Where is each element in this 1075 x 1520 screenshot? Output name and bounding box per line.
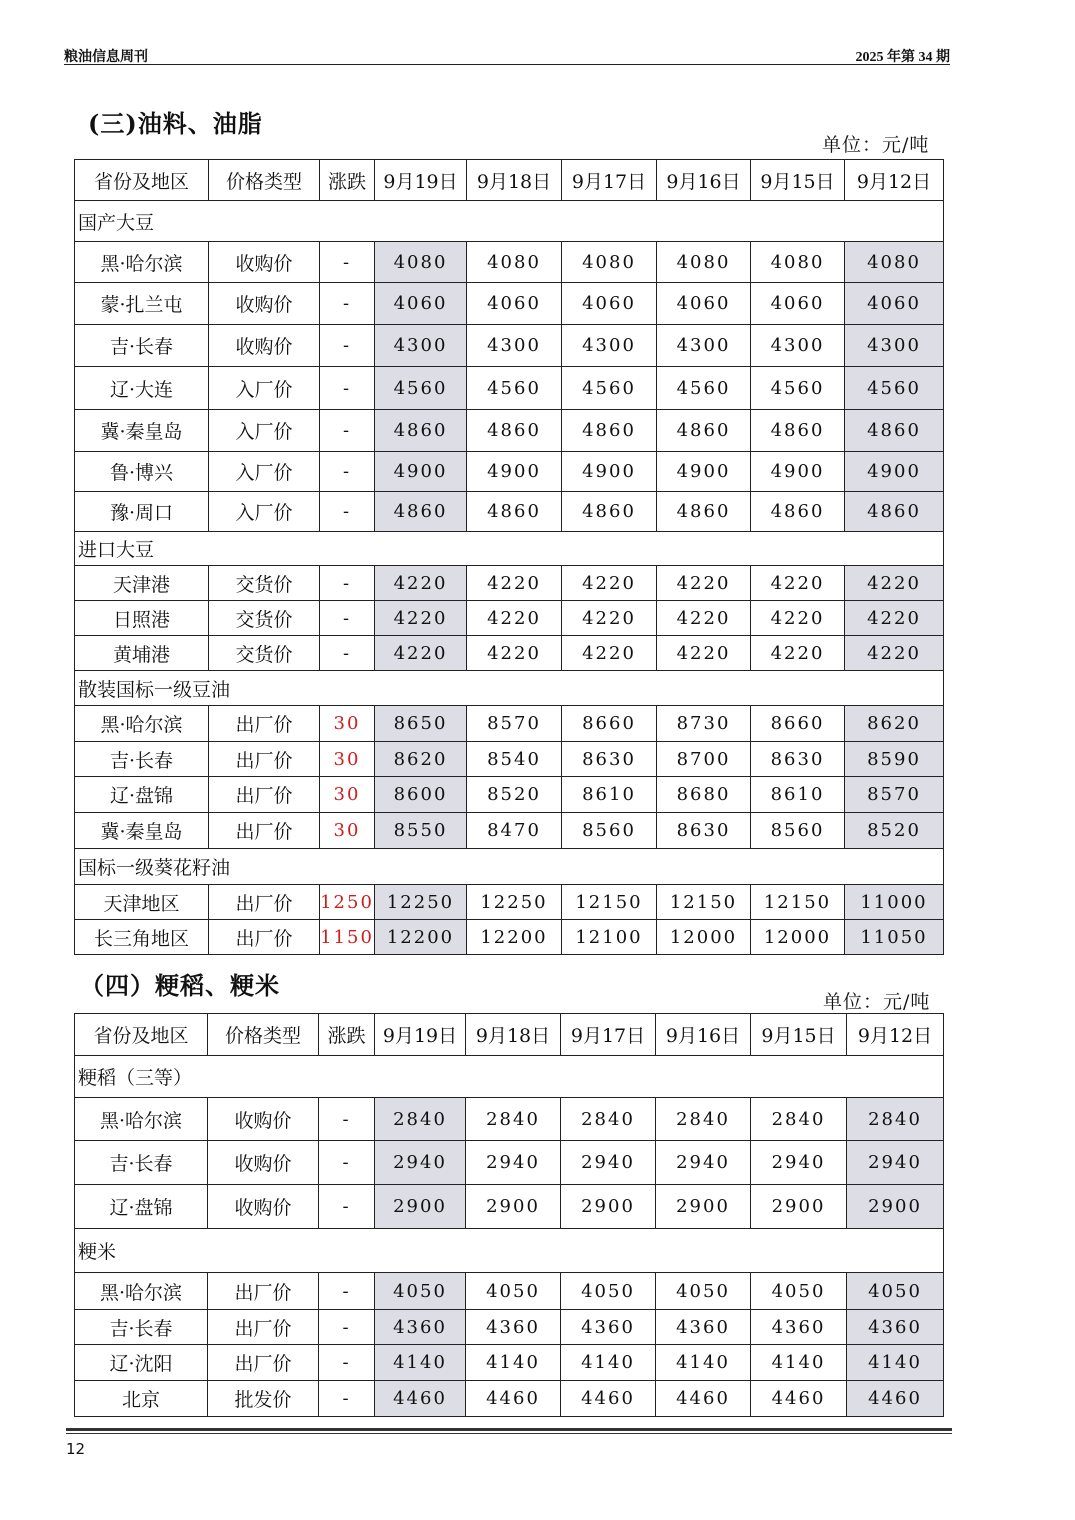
price-cell: 4300 bbox=[375, 325, 467, 367]
change-cell: - bbox=[320, 492, 375, 532]
price-type-cell: 批发价 bbox=[208, 1381, 319, 1417]
table-row bbox=[75, 601, 944, 636]
price-cell: 8620 bbox=[375, 742, 467, 777]
price-cell: 4560 bbox=[562, 367, 657, 410]
price-cell: 4050 bbox=[751, 1273, 847, 1310]
change-cell: - bbox=[319, 1185, 375, 1229]
price-cell: 12100 bbox=[562, 920, 657, 955]
region-cell: 辽·沈阳 bbox=[75, 1345, 208, 1381]
price-type-cell: 出厂价 bbox=[208, 1345, 319, 1381]
change-cell: - bbox=[320, 325, 375, 367]
section-title-rice: （四）粳稻、粳米 bbox=[80, 971, 280, 1000]
price-cell: 12150 bbox=[562, 885, 657, 920]
change-cell: 1150 bbox=[320, 920, 375, 955]
price-cell: 8730 bbox=[657, 706, 751, 742]
category-label: 国标一级葵花籽油 bbox=[75, 849, 944, 885]
price-cell: 2940 bbox=[375, 1141, 466, 1185]
price-cell: 8660 bbox=[751, 706, 845, 742]
price-cell: 4220 bbox=[375, 636, 467, 671]
footer-rule-thin bbox=[66, 1433, 952, 1434]
oils-price-table bbox=[74, 159, 944, 955]
price-cell: 12000 bbox=[657, 920, 751, 955]
price-cell: 11050 bbox=[845, 920, 944, 955]
price-cell: 12200 bbox=[467, 920, 562, 955]
price-cell: 4220 bbox=[467, 566, 562, 601]
price-cell: 12150 bbox=[657, 885, 751, 920]
column-header: 9月18日 bbox=[466, 1014, 561, 1056]
region-cell: 蒙·扎兰屯 bbox=[75, 283, 209, 325]
price-cell: 4050 bbox=[561, 1273, 656, 1310]
price-cell: 4900 bbox=[845, 452, 944, 492]
price-cell: 4860 bbox=[657, 410, 751, 452]
price-cell: 4900 bbox=[467, 452, 562, 492]
price-cell: 8550 bbox=[375, 813, 467, 849]
region-cell: 黑·哈尔滨 bbox=[75, 1098, 208, 1141]
table-row bbox=[75, 636, 944, 671]
category-row bbox=[75, 1056, 944, 1098]
issue-number: 2025 年第 34 期 bbox=[855, 50, 950, 65]
column-header: 9月17日 bbox=[562, 160, 657, 201]
price-type-cell: 收购价 bbox=[208, 1185, 319, 1229]
price-cell: 4140 bbox=[466, 1345, 561, 1381]
price-cell: 2900 bbox=[656, 1185, 751, 1229]
column-header: 9月16日 bbox=[656, 1014, 751, 1056]
region-cell: 长三角地区 bbox=[75, 920, 209, 955]
price-cell: 4460 bbox=[751, 1381, 847, 1417]
column-header: 价格类型 bbox=[208, 1014, 319, 1056]
change-cell: - bbox=[320, 410, 375, 452]
region-cell: 黑·哈尔滨 bbox=[75, 242, 209, 283]
table-row bbox=[75, 1345, 944, 1381]
price-cell: 2900 bbox=[466, 1185, 561, 1229]
price-cell: 2940 bbox=[561, 1141, 656, 1185]
price-cell: 4220 bbox=[657, 601, 751, 636]
region-cell: 鲁·博兴 bbox=[75, 452, 209, 492]
price-cell: 8610 bbox=[751, 777, 845, 813]
page-number: 12 bbox=[66, 1440, 86, 1458]
price-cell: 11000 bbox=[845, 885, 944, 920]
category-label: 散装国标一级豆油 bbox=[75, 671, 944, 706]
table-row bbox=[75, 742, 944, 777]
price-type-cell: 收购价 bbox=[209, 283, 320, 325]
price-cell: 8560 bbox=[751, 813, 845, 849]
table-row bbox=[75, 813, 944, 849]
column-header: 9月19日 bbox=[375, 1014, 466, 1056]
price-cell: 8570 bbox=[845, 777, 944, 813]
price-cell: 8590 bbox=[845, 742, 944, 777]
change-cell: 30 bbox=[320, 742, 375, 777]
price-cell: 4060 bbox=[657, 283, 751, 325]
change-cell: - bbox=[320, 601, 375, 636]
region-cell: 黄埔港 bbox=[75, 636, 209, 671]
price-cell: 4900 bbox=[657, 452, 751, 492]
price-cell: 4360 bbox=[656, 1310, 751, 1345]
price-cell: 8700 bbox=[657, 742, 751, 777]
price-cell: 4900 bbox=[562, 452, 657, 492]
price-cell: 2840 bbox=[466, 1098, 561, 1141]
price-cell: 4080 bbox=[751, 242, 845, 283]
footer-rule bbox=[66, 1428, 952, 1431]
table-header-row bbox=[75, 160, 944, 201]
price-cell: 4220 bbox=[845, 636, 944, 671]
price-cell: 4080 bbox=[467, 242, 562, 283]
price-cell: 4140 bbox=[375, 1345, 466, 1381]
price-cell: 2840 bbox=[375, 1098, 466, 1141]
price-cell: 8630 bbox=[562, 742, 657, 777]
price-cell: 4300 bbox=[751, 325, 845, 367]
price-cell: 4860 bbox=[845, 492, 944, 532]
price-cell: 4080 bbox=[845, 242, 944, 283]
change-cell: 30 bbox=[320, 813, 375, 849]
price-type-cell: 交货价 bbox=[209, 636, 320, 671]
price-cell: 4560 bbox=[845, 367, 944, 410]
price-cell: 2900 bbox=[375, 1185, 466, 1229]
price-cell: 4220 bbox=[375, 566, 467, 601]
price-cell: 8610 bbox=[562, 777, 657, 813]
table-header-row bbox=[75, 1014, 944, 1056]
price-cell: 4460 bbox=[466, 1381, 561, 1417]
column-header: 涨跌 bbox=[320, 160, 375, 201]
change-cell: - bbox=[320, 452, 375, 492]
price-cell: 4860 bbox=[657, 492, 751, 532]
price-type-cell: 入厂价 bbox=[209, 410, 320, 452]
column-header: 9月15日 bbox=[751, 160, 845, 201]
price-cell: 4220 bbox=[562, 601, 657, 636]
change-cell: - bbox=[320, 636, 375, 671]
category-label: 国产大豆 bbox=[75, 201, 944, 242]
price-cell: 4220 bbox=[751, 566, 845, 601]
price-cell: 4080 bbox=[375, 242, 467, 283]
price-cell: 4860 bbox=[562, 492, 657, 532]
price-cell: 4220 bbox=[562, 566, 657, 601]
price-cell: 8620 bbox=[845, 706, 944, 742]
price-cell: 2940 bbox=[847, 1141, 944, 1185]
price-cell: 8470 bbox=[467, 813, 562, 849]
price-cell: 4220 bbox=[375, 601, 467, 636]
price-cell: 4300 bbox=[467, 325, 562, 367]
column-header: 价格类型 bbox=[209, 160, 320, 201]
price-cell: 4080 bbox=[562, 242, 657, 283]
price-cell: 8520 bbox=[467, 777, 562, 813]
change-cell: - bbox=[320, 367, 375, 410]
price-cell: 4300 bbox=[562, 325, 657, 367]
region-cell: 吉·长春 bbox=[75, 742, 209, 777]
price-cell: 4220 bbox=[751, 601, 845, 636]
price-cell: 12000 bbox=[751, 920, 845, 955]
column-header: 9月12日 bbox=[845, 160, 944, 201]
price-type-cell: 出厂价 bbox=[208, 1273, 319, 1310]
price-cell: 4220 bbox=[467, 601, 562, 636]
price-type-cell: 出厂价 bbox=[209, 920, 320, 955]
price-cell: 4860 bbox=[467, 492, 562, 532]
region-cell: 日照港 bbox=[75, 601, 209, 636]
unit-label-oils: 单位：元/吨 bbox=[822, 134, 930, 156]
price-cell: 2840 bbox=[847, 1098, 944, 1141]
price-cell: 4060 bbox=[467, 283, 562, 325]
price-cell: 4060 bbox=[562, 283, 657, 325]
change-cell: - bbox=[319, 1310, 375, 1345]
price-type-cell: 出厂价 bbox=[209, 885, 320, 920]
price-cell: 4860 bbox=[562, 410, 657, 452]
column-header: 9月12日 bbox=[847, 1014, 944, 1056]
price-cell: 4860 bbox=[751, 410, 845, 452]
price-cell: 4360 bbox=[751, 1310, 847, 1345]
unit-label-rice: 单位：元/吨 bbox=[823, 991, 931, 1013]
column-header: 9月16日 bbox=[657, 160, 751, 201]
change-cell: 1250 bbox=[320, 885, 375, 920]
price-type-cell: 收购价 bbox=[208, 1098, 319, 1141]
category-row bbox=[75, 532, 944, 566]
price-cell: 4140 bbox=[751, 1345, 847, 1381]
price-cell: 8540 bbox=[467, 742, 562, 777]
price-cell: 8570 bbox=[467, 706, 562, 742]
price-cell: 4360 bbox=[466, 1310, 561, 1345]
price-cell: 4860 bbox=[467, 410, 562, 452]
table-row bbox=[75, 492, 944, 532]
price-cell: 12250 bbox=[375, 885, 467, 920]
region-cell: 辽·盘锦 bbox=[75, 1185, 208, 1229]
price-cell: 4050 bbox=[466, 1273, 561, 1310]
price-cell: 2840 bbox=[656, 1098, 751, 1141]
region-cell: 黑·哈尔滨 bbox=[75, 706, 209, 742]
price-type-cell: 交货价 bbox=[209, 566, 320, 601]
price-cell: 8630 bbox=[751, 742, 845, 777]
table-row bbox=[75, 706, 944, 742]
price-cell: 4860 bbox=[845, 410, 944, 452]
region-cell: 吉·长春 bbox=[75, 1141, 208, 1185]
price-cell: 4050 bbox=[375, 1273, 466, 1310]
category-row bbox=[75, 1229, 944, 1273]
category-label: 粳米 bbox=[75, 1229, 944, 1273]
price-type-cell: 出厂价 bbox=[209, 742, 320, 777]
price-cell: 4050 bbox=[847, 1273, 944, 1310]
price-cell: 2940 bbox=[656, 1141, 751, 1185]
column-header: 9月19日 bbox=[375, 160, 467, 201]
price-cell: 2940 bbox=[466, 1141, 561, 1185]
table-row bbox=[75, 367, 944, 410]
price-cell: 4460 bbox=[847, 1381, 944, 1417]
table-row bbox=[75, 566, 944, 601]
table-row bbox=[75, 452, 944, 492]
table-row bbox=[75, 1381, 944, 1417]
region-cell: 天津港 bbox=[75, 566, 209, 601]
price-cell: 2840 bbox=[561, 1098, 656, 1141]
price-cell: 4220 bbox=[467, 636, 562, 671]
price-type-cell: 收购价 bbox=[209, 325, 320, 367]
price-type-cell: 出厂价 bbox=[209, 813, 320, 849]
price-cell: 4900 bbox=[375, 452, 467, 492]
table-row bbox=[75, 1098, 944, 1141]
table-row bbox=[75, 325, 944, 367]
price-type-cell: 入厂价 bbox=[209, 367, 320, 410]
price-cell: 2900 bbox=[751, 1185, 847, 1229]
price-cell: 12200 bbox=[375, 920, 467, 955]
change-cell: - bbox=[319, 1273, 375, 1310]
price-cell: 4220 bbox=[845, 601, 944, 636]
price-cell: 4220 bbox=[751, 636, 845, 671]
table-row bbox=[75, 410, 944, 452]
price-cell: 12250 bbox=[467, 885, 562, 920]
change-cell: - bbox=[320, 242, 375, 283]
change-cell: - bbox=[319, 1098, 375, 1141]
price-type-cell: 入厂价 bbox=[209, 492, 320, 532]
price-cell: 4460 bbox=[656, 1381, 751, 1417]
price-cell: 4560 bbox=[467, 367, 562, 410]
price-type-cell: 收购价 bbox=[209, 242, 320, 283]
change-cell: - bbox=[319, 1141, 375, 1185]
price-type-cell: 收购价 bbox=[208, 1141, 319, 1185]
region-cell: 辽·盘锦 bbox=[75, 777, 209, 813]
category-label: 粳稻（三等） bbox=[75, 1056, 944, 1098]
price-cell: 2900 bbox=[847, 1185, 944, 1229]
column-header: 9月17日 bbox=[561, 1014, 656, 1056]
price-cell: 4460 bbox=[375, 1381, 466, 1417]
price-cell: 4860 bbox=[375, 410, 467, 452]
price-cell: 8630 bbox=[657, 813, 751, 849]
column-header: 9月18日 bbox=[467, 160, 562, 201]
table-row bbox=[75, 242, 944, 283]
price-cell: 8680 bbox=[657, 777, 751, 813]
price-cell: 4900 bbox=[751, 452, 845, 492]
category-row bbox=[75, 671, 944, 706]
region-cell: 北京 bbox=[75, 1381, 208, 1417]
section-title-oils: (三)油料、油脂 bbox=[88, 109, 263, 138]
price-cell: 4460 bbox=[561, 1381, 656, 1417]
price-cell: 8650 bbox=[375, 706, 467, 742]
price-cell: 2900 bbox=[561, 1185, 656, 1229]
price-cell: 12150 bbox=[751, 885, 845, 920]
price-cell: 4860 bbox=[751, 492, 845, 532]
change-cell: - bbox=[319, 1345, 375, 1381]
price-cell: 4560 bbox=[751, 367, 845, 410]
change-cell: 30 bbox=[320, 777, 375, 813]
table-row bbox=[75, 1273, 944, 1310]
price-cell: 8660 bbox=[562, 706, 657, 742]
price-cell: 4560 bbox=[375, 367, 467, 410]
table-row bbox=[75, 777, 944, 813]
table-row bbox=[75, 283, 944, 325]
price-cell: 4300 bbox=[657, 325, 751, 367]
region-cell: 天津地区 bbox=[75, 885, 209, 920]
region-cell: 辽·大连 bbox=[75, 367, 209, 410]
price-cell: 8600 bbox=[375, 777, 467, 813]
price-cell: 4060 bbox=[845, 283, 944, 325]
column-header: 省份及地区 bbox=[75, 1014, 208, 1056]
price-cell: 4360 bbox=[561, 1310, 656, 1345]
change-cell: - bbox=[320, 283, 375, 325]
change-cell: - bbox=[320, 566, 375, 601]
price-cell: 4220 bbox=[657, 566, 751, 601]
price-type-cell: 交货价 bbox=[209, 601, 320, 636]
page-header bbox=[64, 44, 950, 65]
price-cell: 4050 bbox=[656, 1273, 751, 1310]
table-row bbox=[75, 1185, 944, 1229]
price-cell: 4560 bbox=[657, 367, 751, 410]
category-row bbox=[75, 849, 944, 885]
price-cell: 4860 bbox=[375, 492, 467, 532]
price-cell: 4060 bbox=[375, 283, 467, 325]
change-cell: 30 bbox=[320, 706, 375, 742]
price-cell: 4360 bbox=[375, 1310, 466, 1345]
price-type-cell: 出厂价 bbox=[208, 1310, 319, 1345]
table-row bbox=[75, 1310, 944, 1345]
price-cell: 4140 bbox=[847, 1345, 944, 1381]
column-header: 9月15日 bbox=[751, 1014, 847, 1056]
price-cell: 4300 bbox=[845, 325, 944, 367]
category-row bbox=[75, 201, 944, 242]
column-header: 省份及地区 bbox=[75, 160, 209, 201]
price-cell: 8520 bbox=[845, 813, 944, 849]
price-cell: 4060 bbox=[751, 283, 845, 325]
price-cell: 4360 bbox=[847, 1310, 944, 1345]
change-cell: - bbox=[319, 1381, 375, 1417]
table-row bbox=[75, 1141, 944, 1185]
price-cell: 4080 bbox=[657, 242, 751, 283]
table-row bbox=[75, 885, 944, 920]
price-type-cell: 入厂价 bbox=[209, 452, 320, 492]
price-cell: 2840 bbox=[751, 1098, 847, 1141]
price-type-cell: 出厂价 bbox=[209, 777, 320, 813]
region-cell: 黑·哈尔滨 bbox=[75, 1273, 208, 1310]
region-cell: 吉·长春 bbox=[75, 1310, 208, 1345]
price-type-cell: 出厂价 bbox=[209, 706, 320, 742]
price-cell: 4220 bbox=[657, 636, 751, 671]
publication-title: 粮油信息周刊 bbox=[64, 50, 148, 65]
price-cell: 4140 bbox=[656, 1345, 751, 1381]
price-cell: 4220 bbox=[845, 566, 944, 601]
table-row bbox=[75, 920, 944, 955]
rice-price-table bbox=[74, 1013, 944, 1417]
column-header: 涨跌 bbox=[319, 1014, 375, 1056]
region-cell: 冀·秦皇岛 bbox=[75, 410, 209, 452]
price-cell: 4220 bbox=[562, 636, 657, 671]
region-cell: 吉·长春 bbox=[75, 325, 209, 367]
price-cell: 4140 bbox=[561, 1345, 656, 1381]
category-label: 进口大豆 bbox=[75, 532, 944, 566]
price-cell: 8560 bbox=[562, 813, 657, 849]
region-cell: 豫·周口 bbox=[75, 492, 209, 532]
region-cell: 冀·秦皇岛 bbox=[75, 813, 209, 849]
price-cell: 2940 bbox=[751, 1141, 847, 1185]
